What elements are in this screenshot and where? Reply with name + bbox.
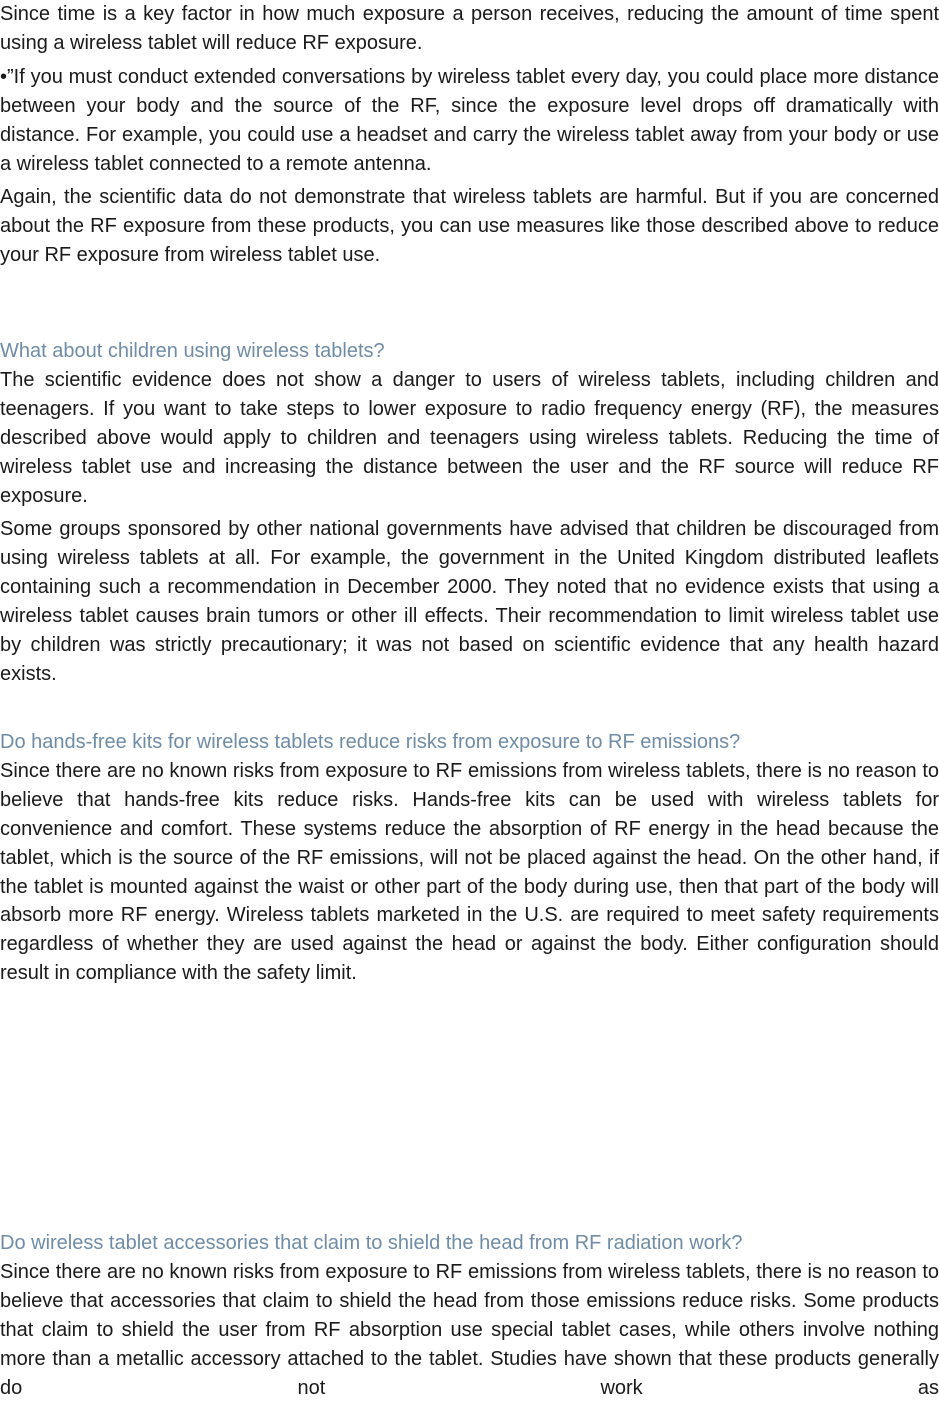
intro-paragraph-distance: •”If you must conduct extended conversations by wireless tablet every day, you could place more distance between your body and the source of the RF, since the exposure level drops off dramatically with distance. For example, you could use a headset and carry the wireless tablet away from your body or use a wireless tablet connected to a remote antenna. [0,65,939,175]
children-paragraph-evidence: The scientific evidence does not show a danger to users of wireless tablets, including children and teenagers. If you want to take steps to lower exposure to radio frequency energy (RF), the measures described above would apply to children and teenagers using wireless tablets. Reducing the time of wireless tablet use and increasing the distance between the user and the RF source will reduce RF exposure. [0,368,939,507]
accessories-section [0,1229,939,1402]
children-paragraph-uk: Some groups sponsored by other national governments have advised that children be discouraged from using wireless tablets at all. For example, the government in the United Kingdom distributed leaflets containing such a recommendation in December 2000. They noted that no evidence exists that using a wireless tablet causes brain tumors or other ill effects. Their recommendation to limit wireless tablet use by children was strictly precautionary; it was not based on scientific evidence that any health hazard exists. [0,518,939,685]
handsfree-paragraph: Since there are no known risks from exposure to RF emissions from wireless tablets, there is no reason to believe that hands-free kits reduce risks. Hands-free kits can be used with wireless tablets for convenience and comfort. These systems reduce the absorption of RF energy in the head because the tablet, which is the source of the RF emissions, will not be placed against the head. On the other hand, if the tablet is mounted against the waist or other part of the body during use, then that part of the body will absorb more RF energy. Wireless tablets marketed in the U.S. are required to meet safety requirements regardless of whether they are used against the head or against the body. Either configuration should result in compliance with the safety limit. [0,759,939,985]
intro-paragraph-reassurance: Again, the scientific data do not demonstrate that wireless tablets are harmful. But if you are concerned about the RF exposure from these products, you can use measures like those described above to reduce your RF exposure from wireless tablet use. [0,186,939,267]
accessories-heading: Do wireless tablet accessories that claim to shield the head from RF radiation work? [0,1232,743,1254]
accessories-paragraph: Since there are no known risks from exposure to RF emissions from wireless tablets, there is no reason to believe that accessories that claim to shield the head from those emissions reduce risks. Some products that claim to shield the user from RF absorption use special tablet cases, while others involve nothing more than a metallic accessory attached to the tablet. Studies have shown that these products generally do not work as [0,1260,939,1399]
intro-section [0,0,939,270]
children-section [0,337,939,689]
handsfree-heading: Do hands-free kits for wireless tablets reduce risks from exposure to RF emissions? [0,731,741,753]
intro-paragraph-time: Since time is a key factor in how much exposure a person receives, reducing the amount of time spent using a wireless tablet will reduce RF exposure. [0,3,939,54]
handsfree-section [0,728,939,988]
children-heading: What about children using wireless tablets? [0,340,385,362]
